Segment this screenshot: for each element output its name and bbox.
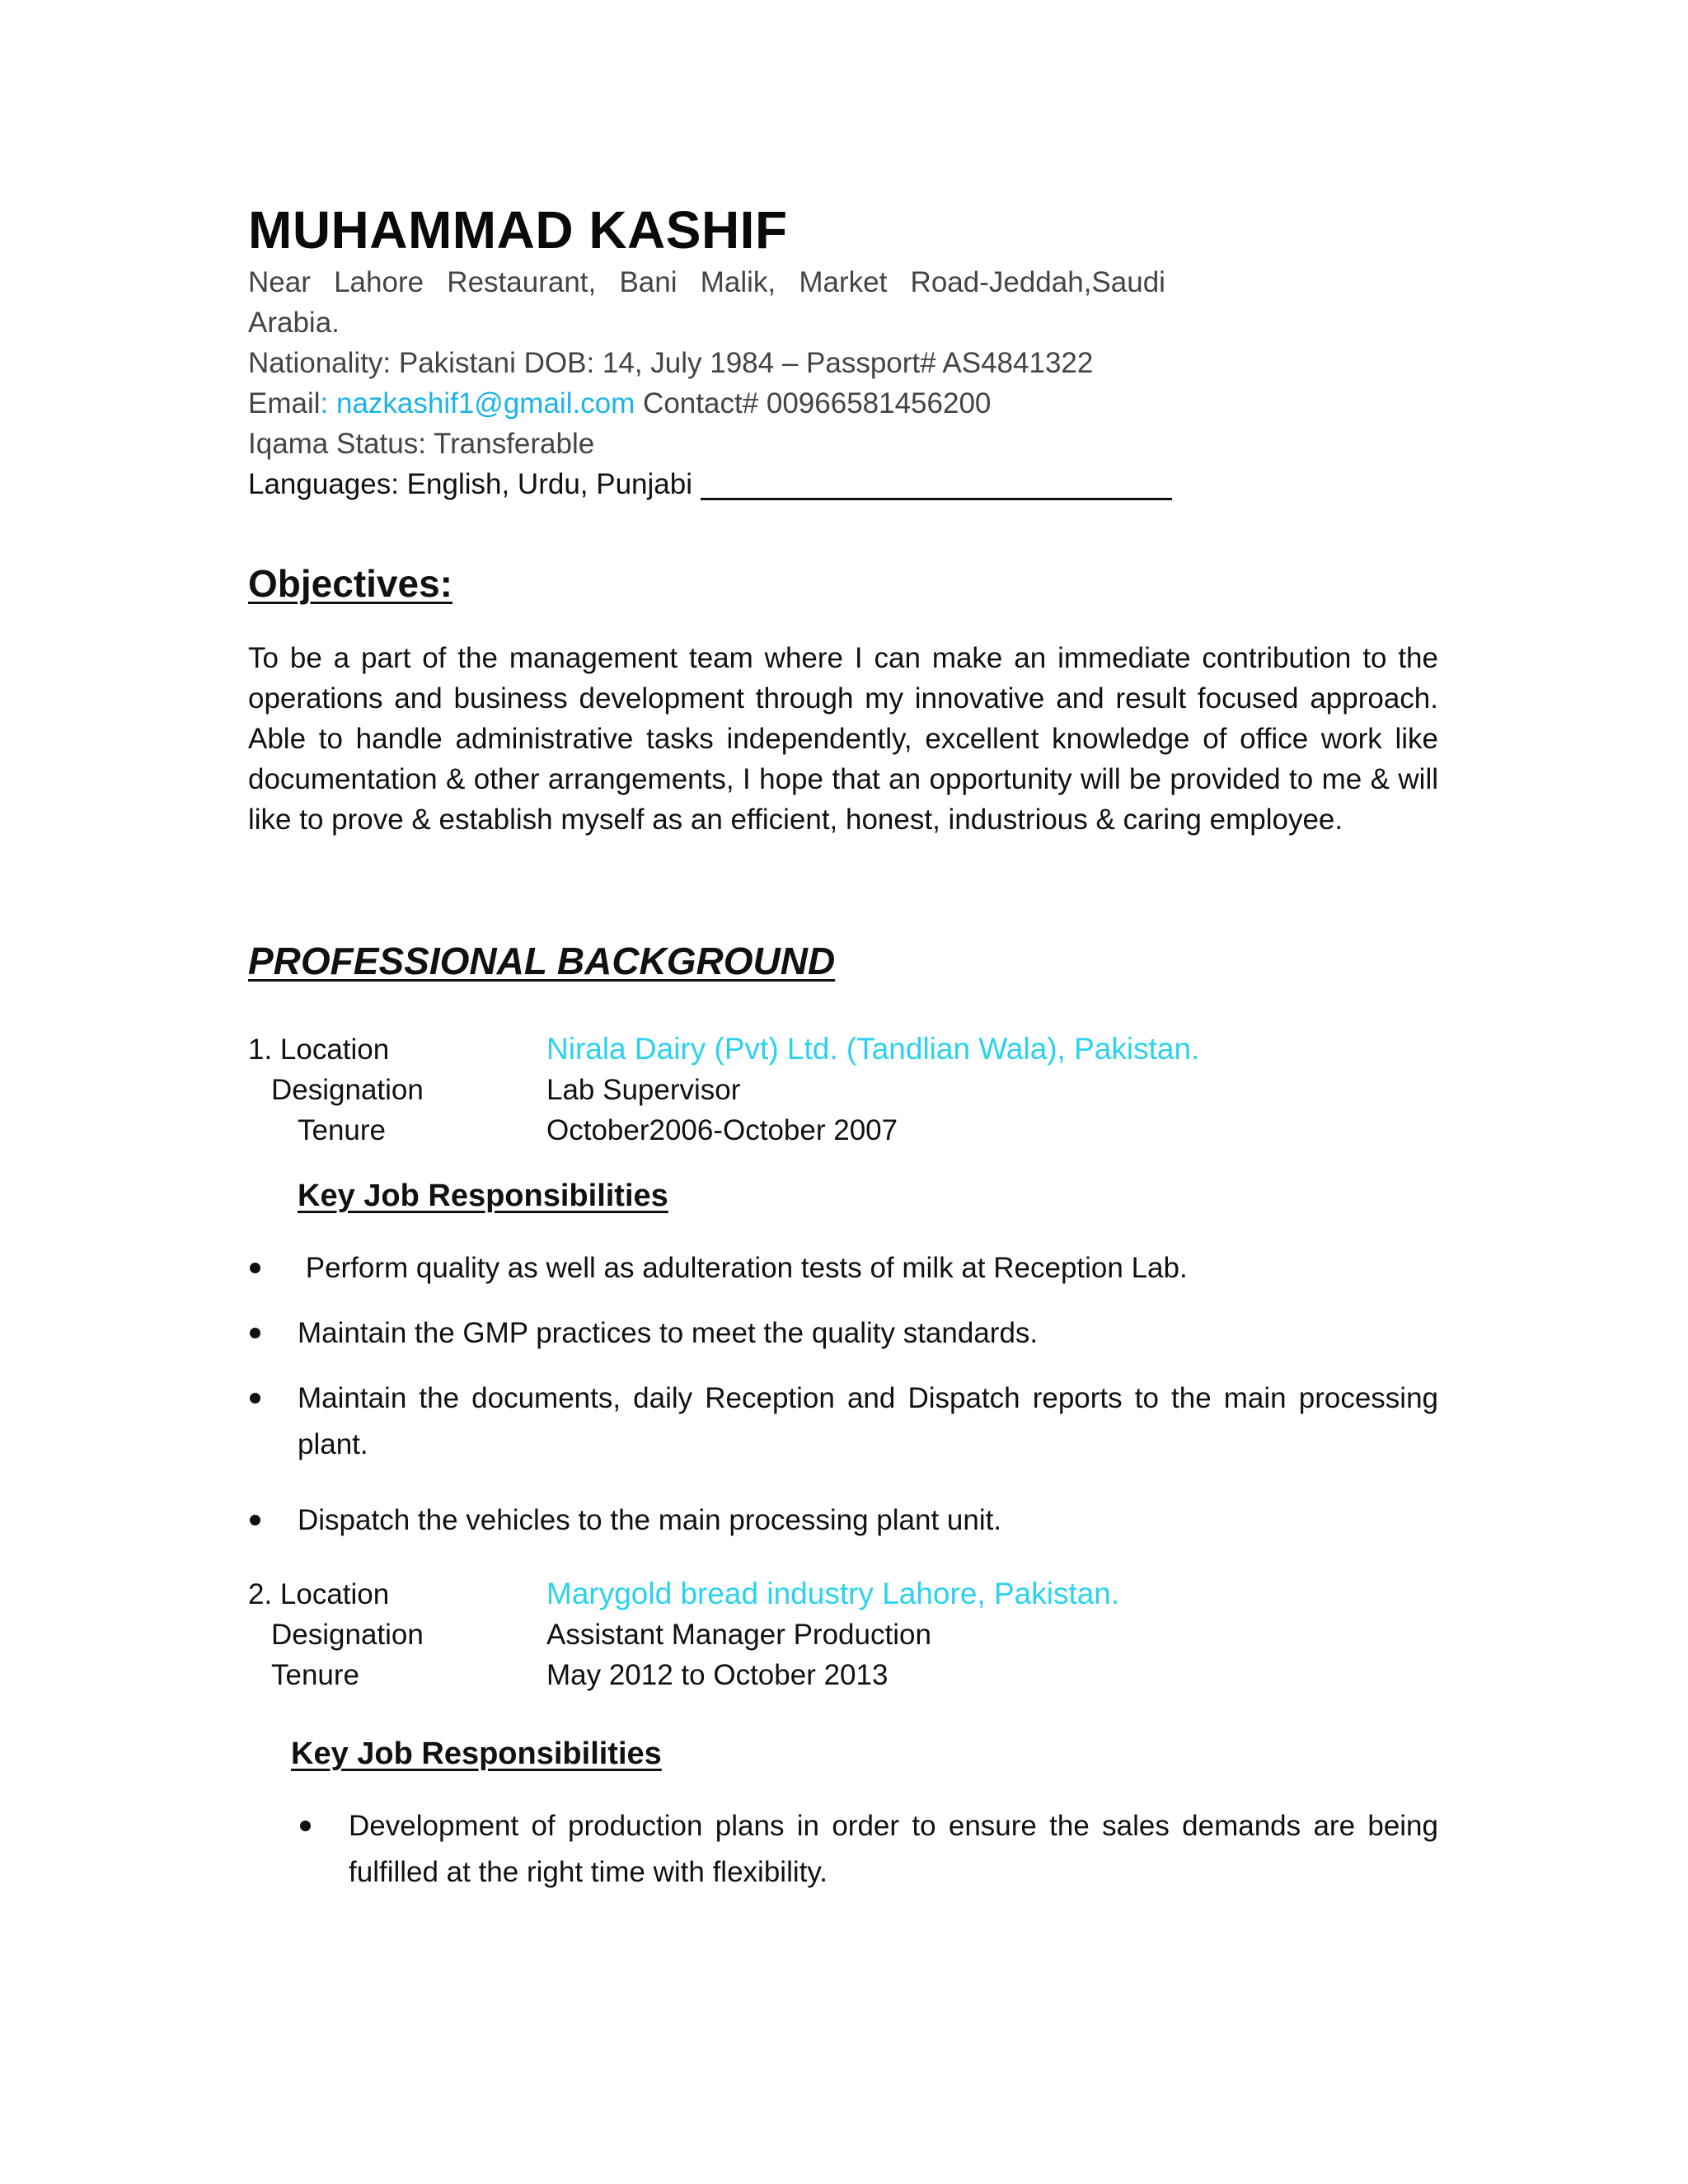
bullet-icon — [250, 1393, 260, 1404]
header-divider — [701, 498, 1172, 500]
address-line-2: Arabia. — [248, 307, 340, 339]
job-2-location-label: 2. Location — [248, 1578, 390, 1610]
languages-value: English, Urdu, Punjabi — [398, 468, 692, 500]
job-2-tenure: May 2012 to October 2013 — [546, 1659, 889, 1691]
job-2-responsibilities-heading: Key Job Responsibilities — [291, 1736, 662, 1771]
job-1-designation-label: Designation — [271, 1074, 424, 1106]
languages-line — [248, 468, 692, 501]
list-item: Dispatch the vehicles to the main processing plant unit. — [248, 1497, 1438, 1544]
job-1-tenure-label: Tenure — [298, 1114, 387, 1146]
candidate-name: MUHAMMAD KASHIF — [248, 200, 788, 260]
address-word: Bani — [619, 266, 678, 298]
job-2-company: Marygold bread industry Lahore, Pakistan. — [546, 1577, 1120, 1610]
languages-label: Languages: — [248, 468, 399, 500]
job-1-location-label: 1. Location — [248, 1033, 390, 1066]
job-2-designation-label: Designation — [271, 1619, 424, 1651]
email-link[interactable]: : nazkashif1@gmail.com — [320, 387, 635, 419]
address-word: Malik, — [700, 266, 776, 298]
bullet-icon — [300, 1821, 311, 1831]
job-1-tenure: October2006-October 2007 — [546, 1114, 898, 1146]
contact-number: Contact# 00966581456200 — [635, 387, 992, 419]
nationality-line: Nationality: Pakistani DOB: 14, July 1984 – Passport# AS4841322 — [248, 347, 1094, 379]
email-contact-line — [248, 387, 991, 420]
address-line-1 — [248, 266, 1165, 299]
job-1-company: Nirala Dairy (Pvt) Ltd. (Tandlian Wala), Pakistan. — [546, 1032, 1200, 1066]
objectives-heading: Objectives: — [248, 562, 452, 605]
list-item: Maintain the documents, daily Reception and Dispatch reports to the main processing plant. — [248, 1376, 1438, 1468]
professional-background-heading: PROFESSIONAL BACKGROUND — [248, 940, 836, 982]
list-item: Maintain the GMP practices to meet the quality standards. — [248, 1310, 1438, 1357]
job-1-responsibilities-heading: Key Job Responsibilities — [298, 1179, 668, 1213]
job-2-tenure-label: Tenure — [271, 1659, 360, 1691]
objectives-text: To be a part of the management team where I can make an immediate contribution to the operations and business development through my innovative and result focused approach. Able to handle administrative tasks independently, excellent knowledge of office work like documentation & other arrangements, I hope that an opportunity will be provided to me & will like to prove & establish myself as an efficient, honest, industrious & caring employee. — [248, 642, 1438, 836]
address-word: Lahore — [334, 266, 424, 298]
address-word: Near — [248, 266, 311, 298]
list-item: Development of production plans in order to ensure the sales demands are being fulfilled at the right time with flexibility. — [298, 1803, 1438, 1896]
bullet-icon — [250, 1263, 260, 1273]
address-word: Restaurant, — [447, 266, 597, 298]
address-word: Road-Jeddah,Saudi — [910, 266, 1165, 298]
job-1-designation: Lab Supervisor — [546, 1074, 741, 1106]
job-2-designation: Assistant Manager Production — [546, 1619, 931, 1651]
address-word: Market — [799, 266, 888, 298]
list-item: Perform quality as well as adulteration tests of milk at Reception Lab. — [248, 1245, 1438, 1291]
email-label: Email — [248, 387, 321, 419]
iqama-status: Iqama Status: Transferable — [248, 428, 595, 460]
bullet-icon — [250, 1515, 260, 1526]
bullet-icon — [250, 1328, 260, 1338]
